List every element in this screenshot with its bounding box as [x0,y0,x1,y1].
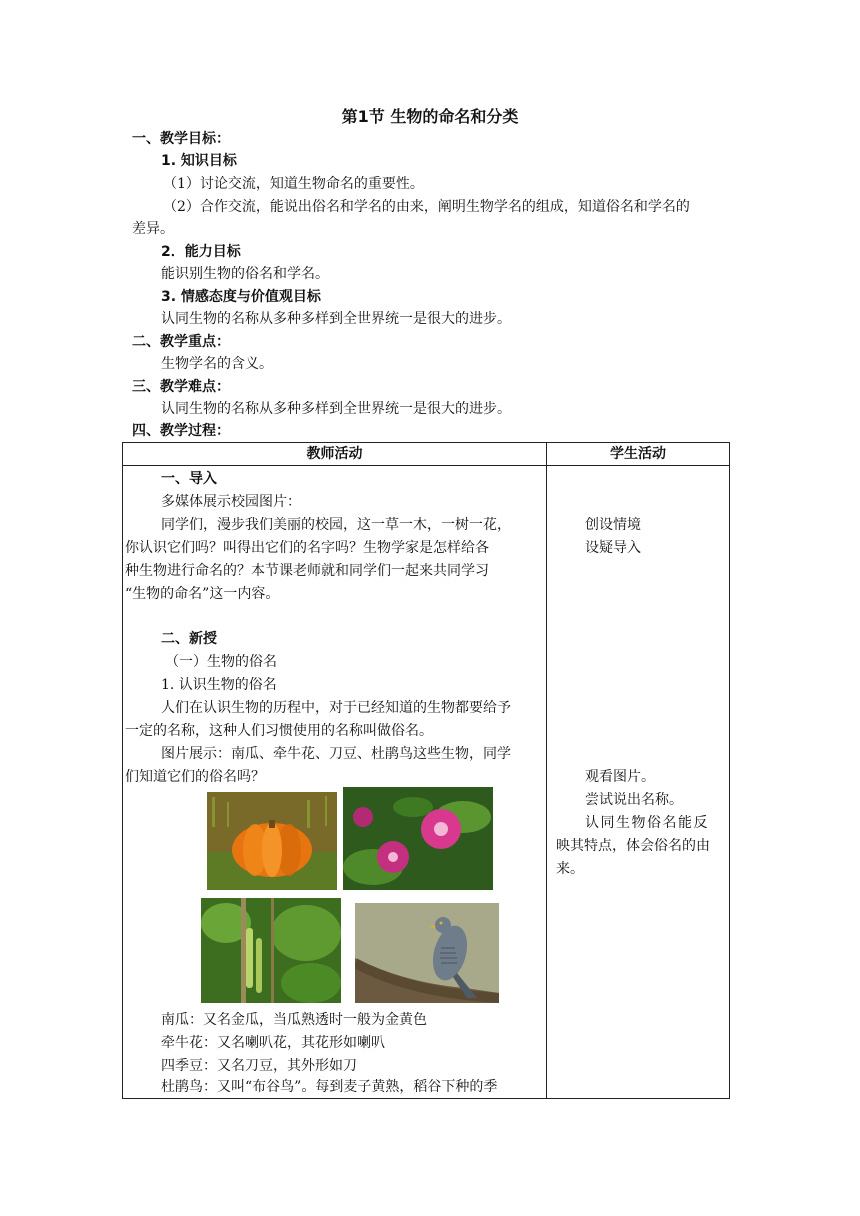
para-2-line-2: 们知道它们的俗名吗？ [125,769,265,785]
teacher-activity-header: 教师活动 [123,443,547,466]
ability-heading: 2．能力目标 [161,244,241,260]
para-2-line-1: 图片展示：南瓜、牵牛花、刀豆、杜鹃鸟这些生物，同学 [161,746,511,762]
name-note-cuckoo: 杜鹃鸟：又叫“布谷鸟”。每到麦子黄熟，稻谷下种的季 [161,1079,498,1095]
difficulty-heading: 三、教学难点： [132,379,230,395]
intro-line-2: 同学们，漫步我们美丽的校园，这一草一木，一树一花， [161,517,511,533]
objectives-heading: 一、教学目标： [132,131,230,147]
attitude-heading: 3. 情感态度与价值观目标 [161,289,321,305]
student-activity-5-cont: 映其特点，体会俗名的由 [556,838,710,854]
pumpkin-image [207,792,337,890]
intro-line-1: 多媒体展示校园图片： [161,494,301,510]
cuckoo-image [355,903,499,1003]
knowledge-heading: 1. 知识目标 [161,153,237,169]
key-point-heading: 二、教学重点： [132,334,230,350]
morning-glory-image [343,787,493,890]
subsection-1-1: 1. 认识生物的俗名 [161,677,277,693]
intro-heading: 一、导入 [161,471,217,487]
knowledge-item-1: （1）讨论交流，知道生物命名的重要性。 [163,176,424,192]
name-note-bean: 四季豆：又名刀豆，其外形如刀 [161,1058,357,1074]
intro-line-3: 你认识它们吗？叫得出它们的名字吗？生物学家是怎样给各 [125,540,489,556]
teacher-activity-cell [123,466,547,1099]
process-heading: 四、教学过程： [132,423,230,439]
name-note-morning-glory: 牵牛花：又名喇叭花，其花形如喇叭 [161,1035,385,1051]
para-1-line-2: 一定的名称，这种人们习惯使用的名称叫做俗名。 [125,723,433,739]
ability-text: 能识别生物的俗名和学名。 [161,266,329,282]
difficulty-text: 认同生物的名称从多种多样到全世界统一是很大的进步。 [161,401,511,417]
student-activity-3: 观看图片。 [585,769,655,785]
name-note-pumpkin: 南瓜：又名金瓜，当瓜熟透时一般为金黄色 [161,1012,427,1028]
student-activity-5-end: 来。 [556,861,584,877]
student-activity-4: 尝试说出名称。 [585,792,683,808]
attitude-text: 认同生物的名称从多种多样到全世界统一是很大的进步。 [161,311,511,327]
bean-image [201,898,341,1003]
lesson-process-table [122,442,730,1099]
knowledge-item-2-cont: 差异。 [132,221,174,237]
student-activity-2: 设疑导入 [585,540,641,556]
intro-line-5: “生物的命名”这一内容。 [125,586,280,602]
student-activity-cell [547,466,730,1099]
para-1-line-1: 人们在认识生物的历程中，对于已经知道的生物都要给予 [161,700,511,716]
intro-line-4: 种生物进行命名的？本节课老师就和同学们一起来共同学习 [125,563,489,579]
knowledge-item-2: （2）合作交流，能说出俗名和学名的由来，阐明生物学名的组成，知道俗名和学名的 [163,199,690,215]
student-activity-5: 认同生物俗名能反 [585,815,709,831]
subsection-common-name: （一）生物的俗名 [165,654,277,670]
page-title: 第1节 生物的命名和分类 [341,107,519,126]
new-lesson-heading: 二、新授 [161,631,217,647]
student-activity-1: 创设情境 [585,517,641,533]
student-activity-header: 学生活动 [547,443,730,466]
key-point-text: 生物学名的含义。 [161,356,273,372]
